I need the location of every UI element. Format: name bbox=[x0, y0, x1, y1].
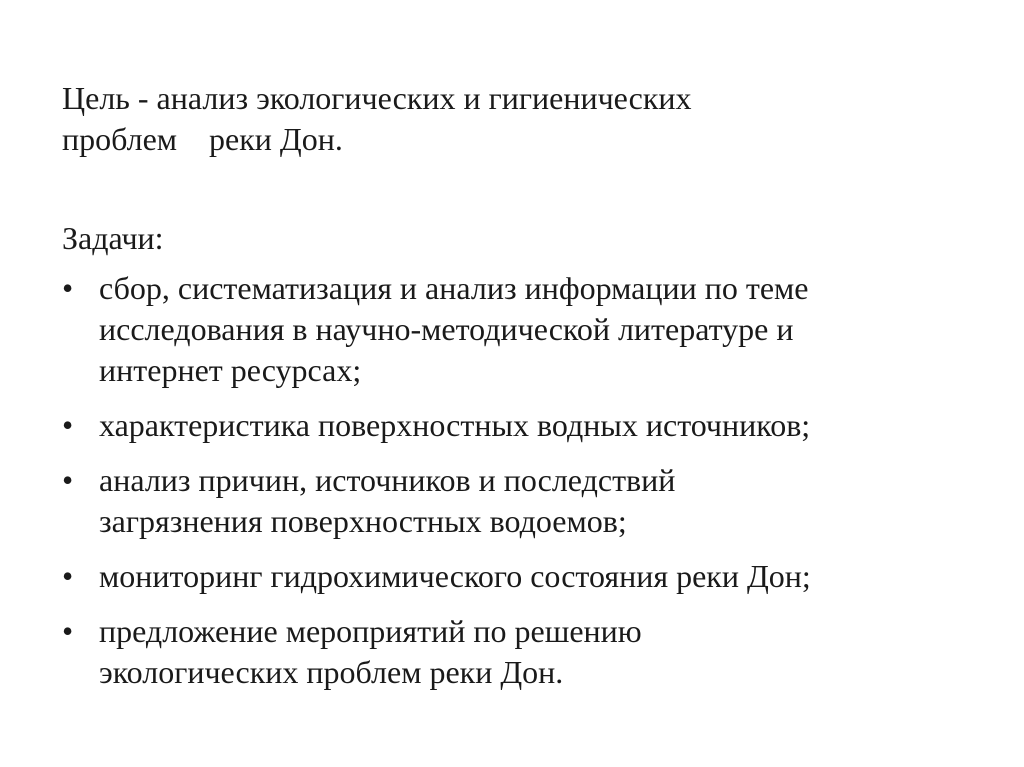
task-line: предложение мероприятий по решению bbox=[99, 613, 642, 649]
goal-paragraph bbox=[62, 78, 962, 160]
list-item bbox=[62, 268, 982, 391]
list-item bbox=[62, 556, 982, 597]
bullet-icon: • bbox=[62, 462, 74, 498]
task-line: исследования в научно-методической литературе и bbox=[99, 311, 794, 347]
bullet-icon: • bbox=[62, 613, 74, 649]
tasks-list bbox=[62, 268, 982, 707]
task-line: мониторинг гидрохимического состояния реки Дон; bbox=[99, 558, 811, 594]
task-line: экологических проблем реки Дон. bbox=[99, 654, 564, 690]
goal-line: Цель - анализ экологических и гигиенических bbox=[62, 80, 692, 116]
list-item bbox=[62, 460, 982, 542]
list-item bbox=[62, 405, 982, 446]
bullet-icon: • bbox=[62, 558, 74, 594]
task-line: сбор, систематизация и анализ информации по теме bbox=[99, 270, 809, 306]
bullet-icon: • bbox=[62, 407, 74, 443]
goal-line: проблем реки Дон. bbox=[62, 121, 343, 157]
list-item bbox=[62, 611, 982, 693]
task-line: характеристика поверхностных водных источников; bbox=[99, 407, 811, 443]
tasks-heading: Задачи: bbox=[62, 220, 164, 256]
bullet-icon: • bbox=[62, 270, 74, 306]
task-line: анализ причин, источников и последствий bbox=[99, 462, 676, 498]
task-line: интернет ресурсах; bbox=[99, 352, 362, 388]
task-line: загрязнения поверхностных водоемов; bbox=[99, 503, 627, 539]
